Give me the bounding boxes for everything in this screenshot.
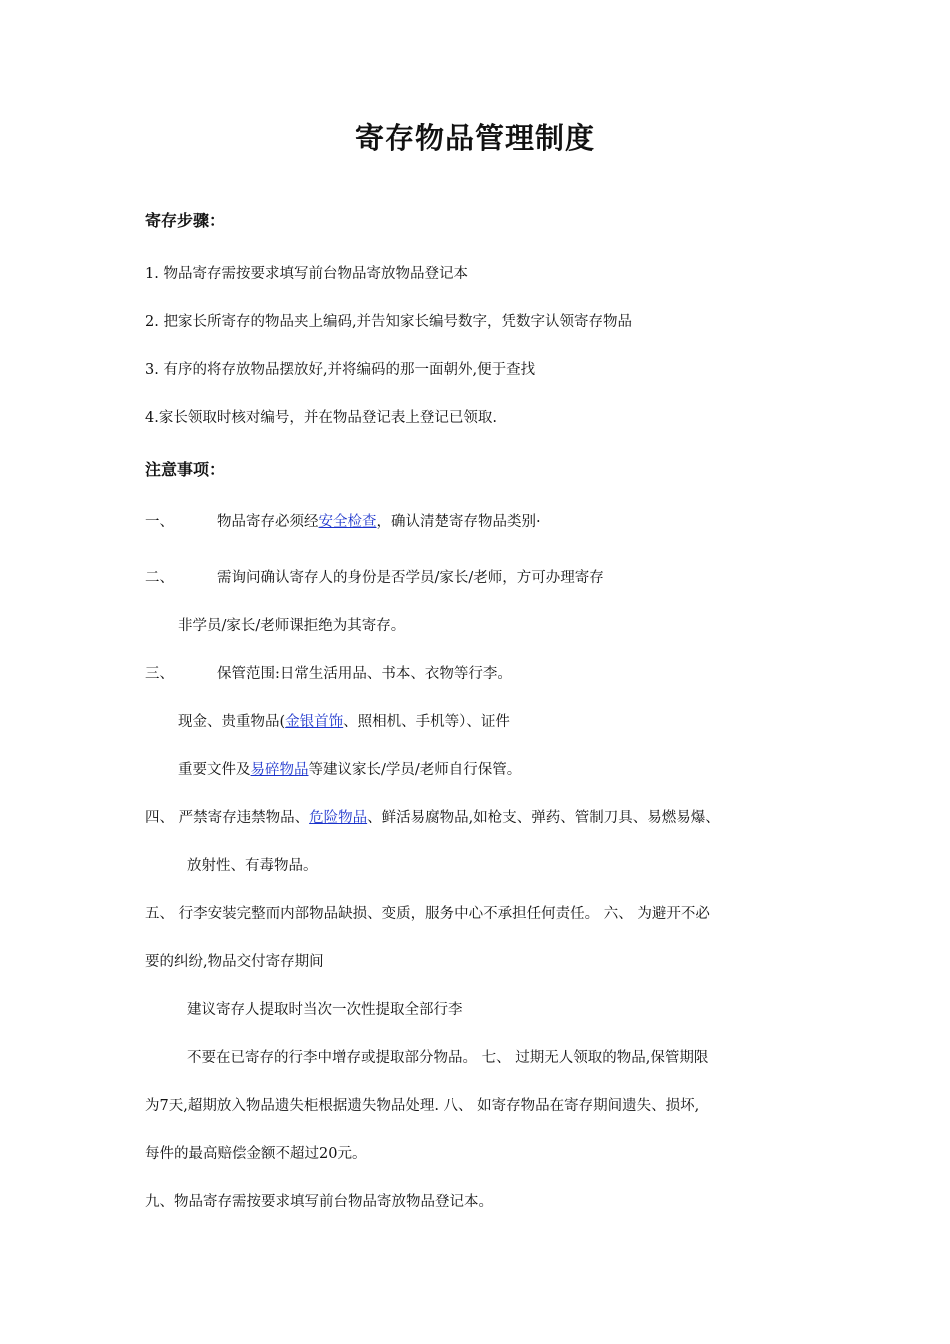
note-item-5-line1: 五、 行李安装完整而内部物品缺损、变质，服务中心不承担任何责任。 六、 为避开不必 (145, 906, 710, 922)
note-text: 保管范围:日常生活用品、书本、衣物等行李。 (217, 666, 512, 682)
note-item-4-continued: 放射性、有毒物品。 (187, 858, 318, 874)
step-item-4: 4.家长领取时核对编号，并在物品登记表上登记已领取. (145, 410, 497, 426)
note-marker: 一、 (145, 514, 174, 530)
link-fragile-items[interactable]: 易碎物品 (250, 762, 309, 778)
note-text: 等建议家长/学员/老师自行保管。 (308, 762, 522, 778)
link-safety-check[interactable]: 安全检查 (318, 514, 377, 530)
note-item-5-line2: 要的纠纷,物品交付寄存期间 (145, 954, 324, 970)
note-text-end: . (536, 510, 541, 526)
note-item-2-continued: 非学员/家长/老师课拒绝为其寄存。 (178, 618, 406, 634)
note-marker: 三、 (145, 666, 174, 682)
link-dangerous-items[interactable]: 危险物品 (309, 810, 368, 826)
step-item-2: 2. 把家长所寄存的物品夹上编码,并告知家长编号数字，凭数字认领寄存物品 (145, 314, 633, 330)
note-item-8-line6: 每件的最高赔偿金额不超过20元。 (145, 1146, 367, 1162)
notes-heading: 注意事项： (145, 460, 226, 479)
note-text: 需询问确认寄存人的身份是否学员/家长/老师，方可办理寄存 (217, 570, 604, 586)
page-title: 寄存物品管理制度 (354, 121, 595, 155)
step-item-3: 3. 有序的将存放物品摆放好,并将编码的那一面朝外,便于查找 (145, 362, 536, 378)
note-item-1 (145, 510, 541, 531)
note-text: 、鲜活易腐物品,如枪支、弹药、管制刀具、易燃易爆、 (367, 810, 720, 826)
note-item-4 (145, 806, 720, 827)
steps-heading: 寄存步骤： (145, 211, 226, 230)
note-marker: 二、 (145, 570, 174, 586)
note-text: 物品寄存必须经 (217, 514, 319, 530)
note-item-2 (145, 566, 604, 587)
note-text: 、照相机、手机等）、证件 (343, 714, 510, 730)
note-text: 四、 严禁寄存违禁物品、 (145, 810, 310, 826)
step-item-1: 1. 物品寄存需按要求填写前台物品寄放物品登记本 (145, 266, 468, 282)
note-item-3-line2 (178, 710, 510, 731)
note-item-7-line5: 为7天,超期放入物品遗失柜根据遗失物品处理. 八、 如寄存物品在寄存期间遗失、损坏, (145, 1098, 700, 1114)
note-item-6-line4: 不要在已寄存的行李中增存或提取部分物品。 七、 过期无人领取的物品,保管期限 (187, 1050, 709, 1066)
note-text-emphasis: ，确认清楚寄存物品类别 (376, 514, 536, 530)
note-item-3-line3 (178, 758, 521, 779)
note-item-6-line3: 建议寄存人提取时当次一次性提取全部行李 (187, 1002, 463, 1018)
link-jewelry[interactable]: 金银首饰 (285, 714, 344, 730)
note-item-3 (145, 662, 512, 683)
note-text: 现金、贵重物品( (178, 714, 286, 730)
note-text: 重要文件及 (178, 762, 251, 778)
note-item-9: 九、物品寄存需按要求填写前台物品寄放物品登记本。 (145, 1194, 493, 1210)
